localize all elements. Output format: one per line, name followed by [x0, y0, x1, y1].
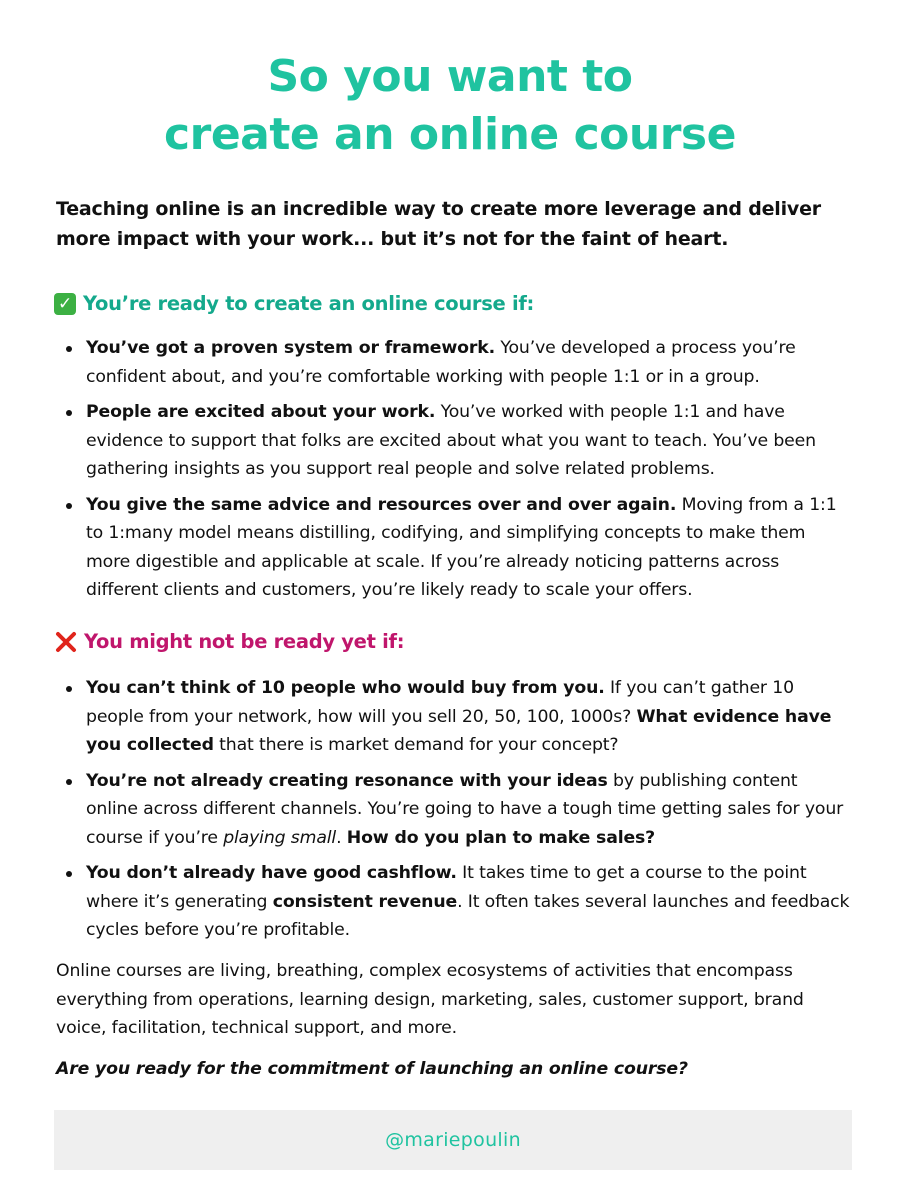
- list-item-bold: You’ve got a proven system or framework.: [86, 338, 496, 358]
- not-ready-section-heading: [54, 627, 854, 657]
- list-item-bold-2: What evidence have you collected: [86, 706, 832, 755]
- check-mark-icon: ✓: [54, 293, 76, 315]
- list-item: [60, 767, 850, 853]
- list-item-text-2: .: [336, 827, 347, 848]
- list-item-bold-2: How do you plan to make sales?: [346, 827, 656, 848]
- list-item-text-2: that there is market demand for your concept?: [213, 735, 619, 755]
- closing-paragraph: Online courses are living, breathing, complex ecosystems of activities that encompass everything from operations, learning design, marketing, sales, customer support, brand voice, facilitation, technical support, and more.: [56, 961, 804, 1038]
- cross-mark-icon: [54, 630, 78, 654]
- ready-section-heading: [54, 289, 854, 319]
- not-ready-heading-text: You might not be ready yet if:: [84, 630, 405, 653]
- list-item: [60, 859, 850, 945]
- list-item-bold-2: consistent revenue: [272, 891, 458, 912]
- title-line-1: So you want to: [267, 51, 633, 102]
- list-item-text: Moving from a 1:1 to 1:many model means distilling, codifying, and simplifying concepts to make them more digestible and applicable at scale. If you’re already noticing patterns across different clients and customers, you’re likely ready to scale your offers.: [86, 494, 837, 600]
- list-item-bold: You’re not already creating resonance with your ideas: [86, 770, 608, 791]
- ready-list: [60, 334, 850, 612]
- footer-bar: [54, 1110, 852, 1170]
- list-item-bold: You can’t think of 10 people who would buy from you.: [86, 678, 605, 698]
- list-item-bold: People are excited about your work.: [86, 402, 436, 422]
- not-ready-list: [60, 674, 850, 952]
- list-item-text-2: . It often takes several launches and feedback cycles before you’re profitable.: [86, 891, 850, 940]
- intro-paragraph: Teaching online is an incredible way to create more leverage and deliver more impact with your work... but it’s not for the faint of heart.: [56, 198, 821, 250]
- list-item: [60, 334, 850, 391]
- list-item-text: You’ve developed a process you’re confident about, and you’re comfortable working with people 1:1 or in a group.: [86, 338, 796, 387]
- list-item-text: You’ve worked with people 1:1 and have evidence to support that folks are excited about what you want to teach. You’ve been gathering insights as you support real people and solve related problems.: [86, 402, 816, 479]
- list-item-text: If you can’t gather 10 people from your network, how will you sell 20, 50, 100, 1000s?: [86, 678, 794, 727]
- list-item-text: by publishing content online across different channels. You’re going to have a tough time getting sales for your course if you’re: [86, 770, 844, 848]
- list-item-italic: playing small: [223, 827, 337, 848]
- list-item: [60, 674, 850, 760]
- list-item-bold: You give the same advice and resources over and over again.: [86, 494, 677, 515]
- title-line-2: create an online course: [164, 109, 736, 160]
- page-title: [0, 48, 900, 164]
- list-item: [60, 398, 850, 484]
- ready-heading-text: You’re ready to create an online course if:: [83, 292, 535, 315]
- list-item-text: It takes time to get a course to the point where it’s generating: [86, 863, 807, 912]
- closing-question: Are you ready for the commitment of launching an online course?: [56, 1059, 688, 1079]
- list-item: [60, 491, 850, 605]
- author-handle: @mariepoulin: [385, 1129, 521, 1151]
- list-item-bold: You don’t already have good cashflow.: [86, 863, 457, 883]
